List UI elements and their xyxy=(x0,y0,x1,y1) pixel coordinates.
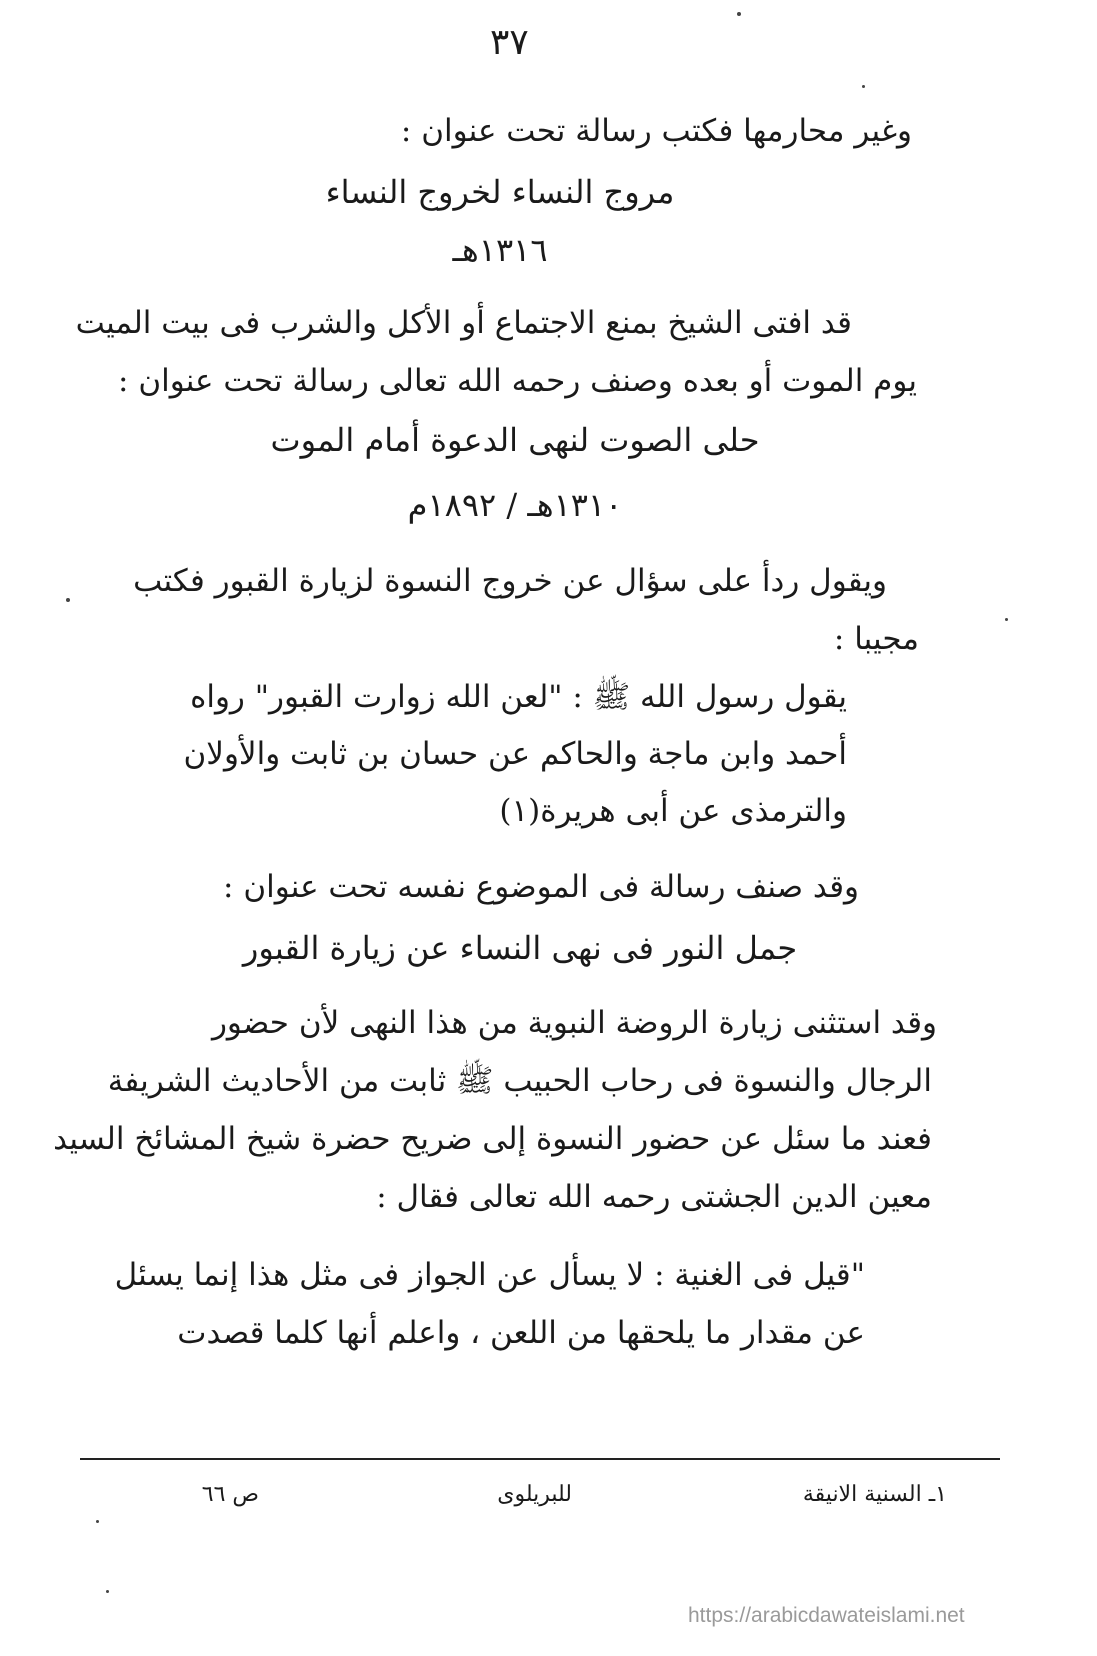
book-year: ١٣١٠هـ / ١٨٩٢م xyxy=(407,486,623,524)
footnote-reference: ١ـ السنية الانيقة xyxy=(802,1482,947,1507)
paragraph-line: وقد صنف رسالة فى الموضوع نفسه تحت عنوان : xyxy=(223,869,859,905)
paragraph-line: وغير محارمها فكتب رسالة تحت عنوان : xyxy=(400,113,912,149)
scan-speck xyxy=(1005,618,1008,621)
book-title: حلى الصوت لنهى الدعوة أمام الموت xyxy=(270,421,760,459)
scan-speck xyxy=(862,85,865,88)
scan-speck xyxy=(106,1590,109,1593)
paragraph-line: مجيبا : xyxy=(833,621,919,657)
paragraph-line: ويقول ردأ على سؤال عن خروج النسوة لزيارة القبور فكتب xyxy=(133,563,887,599)
book-title: جمل النور فى نهى النساء عن زيارة القبور xyxy=(242,929,798,967)
quote-line: عن مقدار ما يلحقها من اللعن ، واعلم أنها كلما قصدت xyxy=(177,1315,865,1351)
footnote-page: ص ٦٦ xyxy=(201,1482,259,1507)
scan-speck xyxy=(737,12,741,16)
hadith-quote-line: والترمذى عن أبى هريرة(١) xyxy=(499,793,847,829)
scan-speck xyxy=(66,598,70,602)
watermark-url: https://arabicdawateislami.net xyxy=(688,1604,965,1627)
book-title: مروج النساء لخروج النساء xyxy=(325,173,675,211)
page-number: ٣٧ xyxy=(490,22,529,63)
quote-line: "قيل فى الغنية : لا يسأل عن الجواز فى مثل هذا إنما يسئل xyxy=(114,1257,865,1293)
book-year: ١٣١٦هـ xyxy=(452,231,548,269)
footnote-divider xyxy=(80,1458,1000,1460)
paragraph-line: وقد استثنى زيارة الروضة النبوية من هذا النهى لأن حضور xyxy=(211,1005,937,1041)
paragraph-line: معين الدين الجشتى رحمه الله تعالى فقال : xyxy=(376,1179,932,1215)
paragraph-line: قد افتى الشيخ بمنع الاجتماع أو الأكل والشرب فى بيت الميت xyxy=(75,305,852,341)
paragraph-line: الرجال والنسوة فى رحاب الحبيب ﷺ ثابت من الأحاديث الشريفة xyxy=(107,1063,932,1099)
scan-speck xyxy=(96,1520,99,1523)
hadith-quote-line: أحمد وابن ماجة والحاكم عن حسان بن ثابت والأولان xyxy=(183,736,847,772)
footnote-author: للبريلوى xyxy=(497,1482,572,1507)
hadith-quote-line: يقول رسول الله ﷺ : "لعن الله زوارت القبور" رواه xyxy=(190,679,847,715)
paragraph-line: يوم الموت أو بعده وصنف رحمه الله تعالى رسالة تحت عنوان : xyxy=(118,363,917,399)
paragraph-line: فعند ما سئل عن حضور النسوة إلى ضريح حضرة شيخ المشائخ السيد xyxy=(53,1121,932,1157)
